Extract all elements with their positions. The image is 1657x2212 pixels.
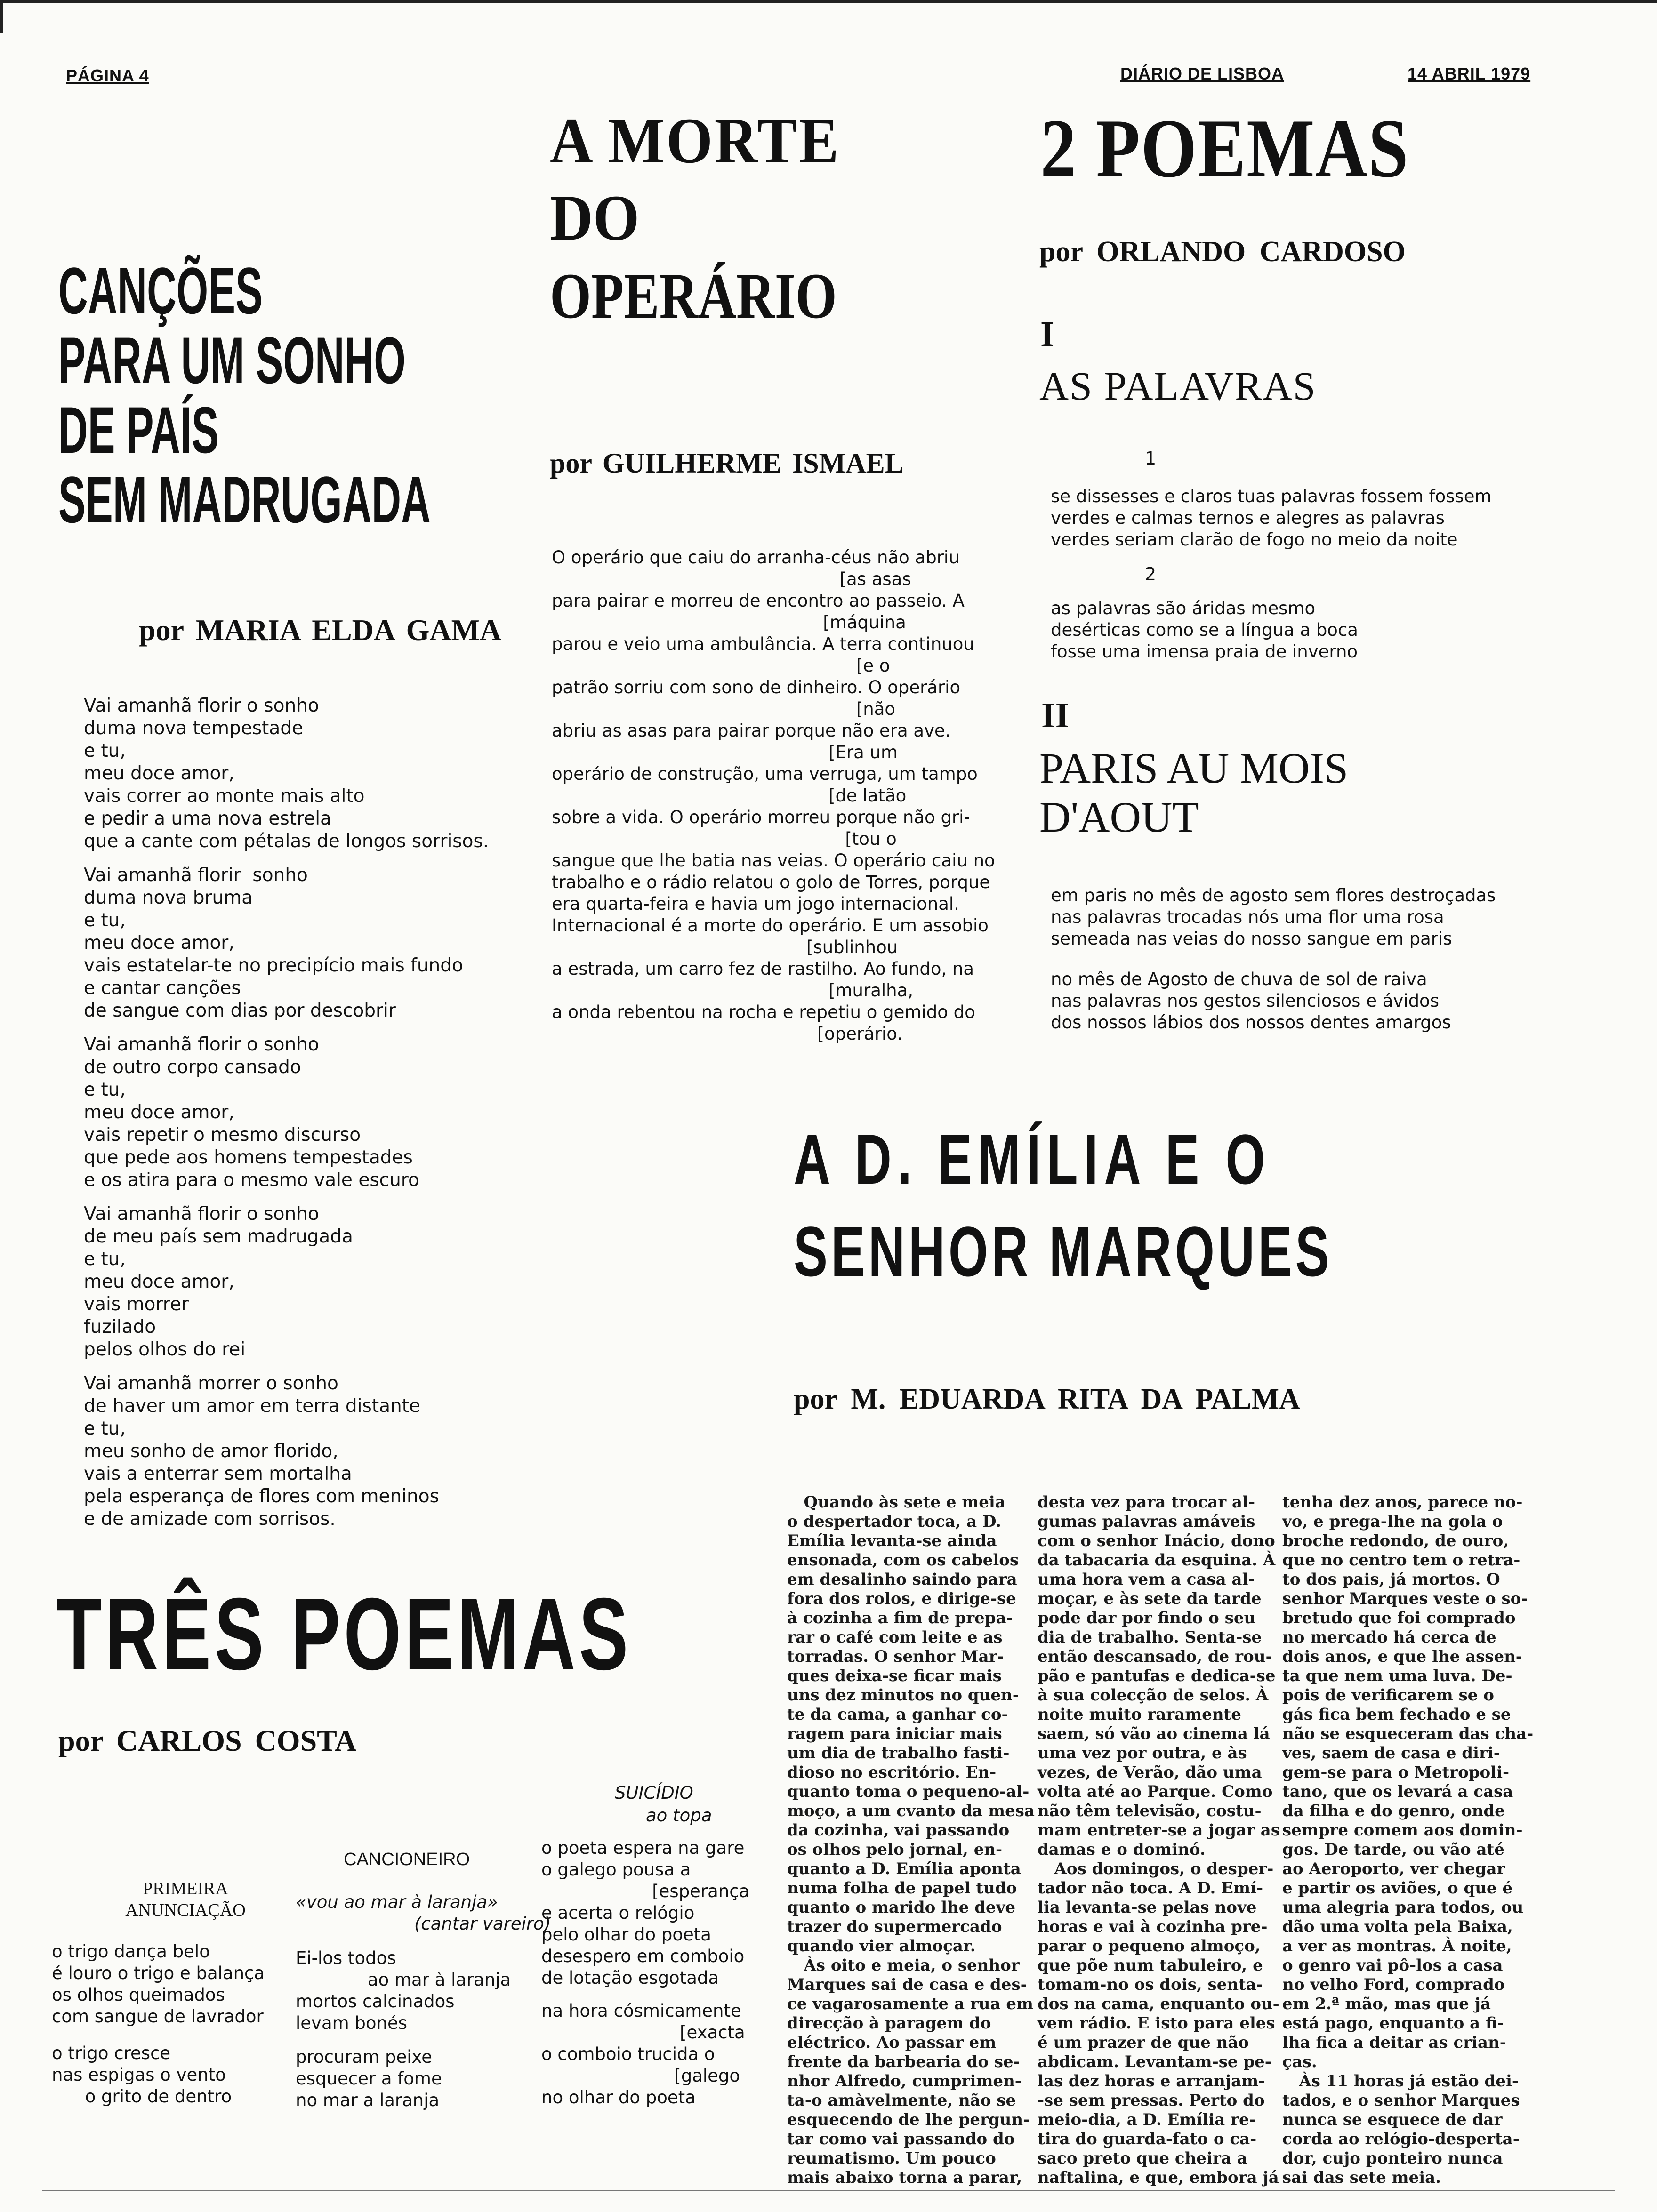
poem2-text: as palavras são áridas mesmo desérticas como se a língua a boca fosse uma imensa praia de inverno — [1051, 598, 1358, 662]
page-number: PÁGINA 4 — [66, 66, 149, 85]
title-line: A D. EMÍLIA E O — [794, 1120, 1271, 1199]
part1-numeral: I — [1040, 314, 1054, 354]
article-emilia-byline: por M. EDUARDA RITA DA PALMA — [794, 1383, 1300, 1415]
article-morte-title — [550, 104, 900, 332]
poem-b-title: CANCIONEIRO — [344, 1850, 470, 1869]
title-line: CANÇÕES — [58, 254, 263, 328]
article-tres-byline: por CARLOS COSTA — [58, 1724, 357, 1757]
title-line: PARIS AU MOIS — [1039, 744, 1349, 792]
article-emilia-column-3: tenha dez anos, parece no- vo, e prega-lhe na gola o broche redondo, de ouro, que no centro tem o retra- to dos pais, já mortos. O senhor Marques veste o so- bretudo que foi comprado no mercado há cerca de dois anos, e que lhe assen- ta que nem uma luva. De- pois de verificarem se o gás fica bem fechado e se não se esqueceram das cha- ves, saem de casa e diri- gem-se para o Metropoli- tano, que os levará a casa da filha e do genro, onde sempre comem aos domin- gos. De tarde, ou vão até ao Aeroporto, ver chegar e partir os aviões, o que é uma alegria para todos, ou dão uma volta pela Baixa, a ver as montras. À noite, o genro vai pô-los a casa no velho Ford, comprado em 2.ª mão, mas que já está pago, enquanto a fi- lha fica a deitar as crian- ças. Às 11 horas já estão dei- tados, e o senhor Marques nunca se esquece de dar corda ao relógio-desperta- dor, cujo ponteiro nunca sai das sete meia. — [1282, 1493, 1534, 2187]
poem-a-stanza-2: o trigo cresce nas espigas o vento o grito de dentro — [52, 2043, 232, 2107]
poem-stanza: Vai amanhã morrer o sonho de haver um amor em terra distante e tu, meu sonho de amor florido, vais a enterrar sem mortalha pela esperança de flores com meninos e de amizade com sorrisos. — [84, 1373, 439, 1530]
poem-c-stanza-2: na hora cósmicamente [exacta o comboio trucida o [galego no olhar do poeta — [541, 2001, 745, 2108]
article-2poemas-byline: por ORLANDO CARDOSO — [1039, 236, 1406, 268]
article-morte-byline: por GUILHERME ISMAEL — [550, 448, 904, 479]
poem-b-epigraph: «vou ao mar à laranja» — [296, 1892, 498, 1912]
bottom-rule — [42, 2190, 1615, 2191]
poem-b-stanza-2: procuram peixe esquecer a fome no mar a laranja — [296, 2047, 442, 2110]
poem1-number: 1 — [1145, 448, 1157, 469]
article-cancoes-poem — [84, 695, 489, 1531]
poem-b-epigraph-source: (cantar vareiro) — [414, 1914, 551, 1934]
part1-title: AS PALAVRAS — [1039, 363, 1317, 409]
poem3-text: em paris no mês de agosto sem flores destroçadas nas palavras trocadas nós uma flor uma rosa semeada nas veias do nosso sangue em paris — [1051, 885, 1496, 949]
article-tres-title: TRÊS POEMAS — [56, 1577, 632, 1691]
poem-a-stanza-1: o trigo dança belo é louro o trigo e balança os olhos queimados com sangue de lavrador — [52, 1941, 265, 2027]
title-line: PARA UM SONHO — [58, 323, 406, 397]
article-emilia-title — [794, 1120, 1542, 1291]
poem-stanza: Vai amanhã florir sonho duma nova bruma e tu, meu doce amor, vais estatelar-te no precipício mais fundo e cantar canções de sangue com dias por descobrir — [84, 865, 463, 1021]
poem-c-stanza-1: o poeta espera na gare o galego pousa a [esperança e acerta o relógio pelo olhar do poeta desespero em comboio de lotação esgotada — [541, 1838, 750, 1988]
poem-stanza: Vai amanhã florir o sonho de outro corpo cansado e tu, meu doce amor, vais repetir o mesmo discurso que pede aos homens tempestades e os atira para o mesmo vale escuro — [84, 1034, 419, 1191]
article-emilia-column-1: Quando às sete e meia o despertador toca, a D. Emília levanta-se ainda ensonada, com os cabelos em desalinho saindo para fora dos rolos, e dirige-se à cozinha a fim de prepa- rar o café com leite e as torradas. O senhor Mar- ques deixa-se ficar mais uns dez minutos no quen- te da cama, a ganhar co- ragem para iniciar mais um dia de trabalho fasti- dioso no escritório. En- quanto toma o pequeno-al- moço, a um cvanto da mesa da cozinha, vai passando os olhos pelo jornal, en- quanto a D. Emília aponta numa folha de papel tudo quanto o marido lhe deve trazer do supermercado quando vier almoçar. Às oito e meia, o senhor Marques sai de casa e des- ce vagarosamente a rua em direcção à paragem do eléctrico. Ao passar em frente da barbearia do se- nhor Alfredo, cumprimen- ta-o amàvelmente, não se esquecendo de lhe pergun- tar como vai passando do reumatismo. Um pouco mais abaixo torna a parar, — [787, 1493, 1035, 2187]
title-line: OPERÁRIO — [550, 260, 837, 332]
poem-a-title: PRIMEIRA ANUNCIAÇÃO — [125, 1879, 246, 1920]
poem-c-dedication: ao topa — [646, 1805, 712, 1826]
top-border-line — [0, 0, 1657, 3]
left-border-line — [0, 0, 3, 33]
poem-stanza: Vai amanhã florir o sonho duma nova tempestade e tu, meu doce amor, vais correr ao monte mais alto e pedir a uma nova estrela que a cante com pétalas de longos sorrisos. — [84, 695, 489, 852]
poem-c-title: SUICÍDIO — [615, 1783, 693, 1803]
poem-stanza: Vai amanhã florir o sonho de meu país sem madrugada e tu, meu doce amor, vais morrer fuzilado pelos olhos do rei — [84, 1203, 353, 1360]
newspaper-name: DIÁRIO DE LISBOA — [1120, 64, 1285, 83]
article-emilia-column-2: desta vez para trocar al- gumas palavras amáveis com o senhor Inácio, dono da tabacaria da esquina. À uma hora vem a casa al- moçar, e às sete da tarde pode dar por findo o seu dia de trabalho. Senta-se então descansado, de rou- pão e pantufas e dedica-se à sua colecção de selos. À noite muito raramente saem, só vão ao cinema lá uma vez por outra, e às vezes, de Verão, dão uma volta até ao Parque. Como não têm televisão, costu- mam entreter-se a jogar as damas e o dominó. Aos domingos, o desper- tador não toca. A D. Emí- lia levanta-se pelas nove horas e vai à cozinha pre- parar o pequeno almoço, que põe num tabuleiro, e tomam-no os dois, senta- dos na cama, enquanto ou- vem rádio. E isto para eles é um prazer de que não abdicam. Levantam-se pe- las dez horas e arranjam- -se sem pressas. Perto do meio-dia, a D. Emília re- tira do guarda-fato o ca- saco preto que cheira a naftalina, e que, embora já — [1038, 1493, 1280, 2187]
poem-b-stanza-1: Ei-los todos ao mar à laranja mortos calcinados levam bonés — [296, 1948, 511, 2033]
part2-numeral: II — [1041, 696, 1070, 735]
article-morte-text: O operário que caiu do arranha-céus não abriu [as asas para pairar e morreu de encontro ao passeio. A [máquina parou e veio uma ambulância. A terra continuou [e o patrão sorriu com sono de dinheiro. O operário [não abriu as asas para pairar porque não era ave. [Era um operário de construção, uma verruga, um tampo [de latão sobre a vida. O operário morreu porque não gri- [tou o sangue que lhe batia nas veias. O operário caiu no trabalho e o rádio relatou o golo de Torres, porque era quarta-feira e havia um jogo internacional. Internacional é a morte do operário. E um assobio [sublinhou a estrada, um carro fez de rastilho. Ao fundo, na [muralha, a onda rebentou na rocha e repetiu o gemido do [operário. — [552, 547, 995, 1044]
title-line: SEM MADRUGADA — [58, 463, 431, 537]
title-line: SENHOR MARQUES — [794, 1212, 1333, 1291]
poem1-text: se dissesses e claros tuas palavras fossem fossem verdes e calmas ternos e alegres as palavras verdes seriam clarão de fogo no meio da noite — [1051, 486, 1492, 550]
title-line: DE PAÍS — [58, 393, 219, 467]
issue-date: 14 ABRIL 1979 — [1408, 64, 1531, 83]
title-line: DO — [550, 182, 640, 254]
title-line: A MORTE — [550, 104, 841, 176]
article-cancoes-byline: por MARIA ELDA GAMA — [139, 613, 502, 647]
article-2poemas-title: 2 POEMAS — [1040, 102, 1409, 195]
poem4-text: no mês de Agosto de chuva de sol de raiva nas palavras nos gestos silenciosos e ávidos dos nossos lábios dos nossos dentes amargos — [1051, 969, 1451, 1033]
part2-title — [1039, 744, 1348, 842]
title-line: D'AOUT — [1039, 793, 1199, 841]
poem2-number: 2 — [1145, 564, 1157, 585]
